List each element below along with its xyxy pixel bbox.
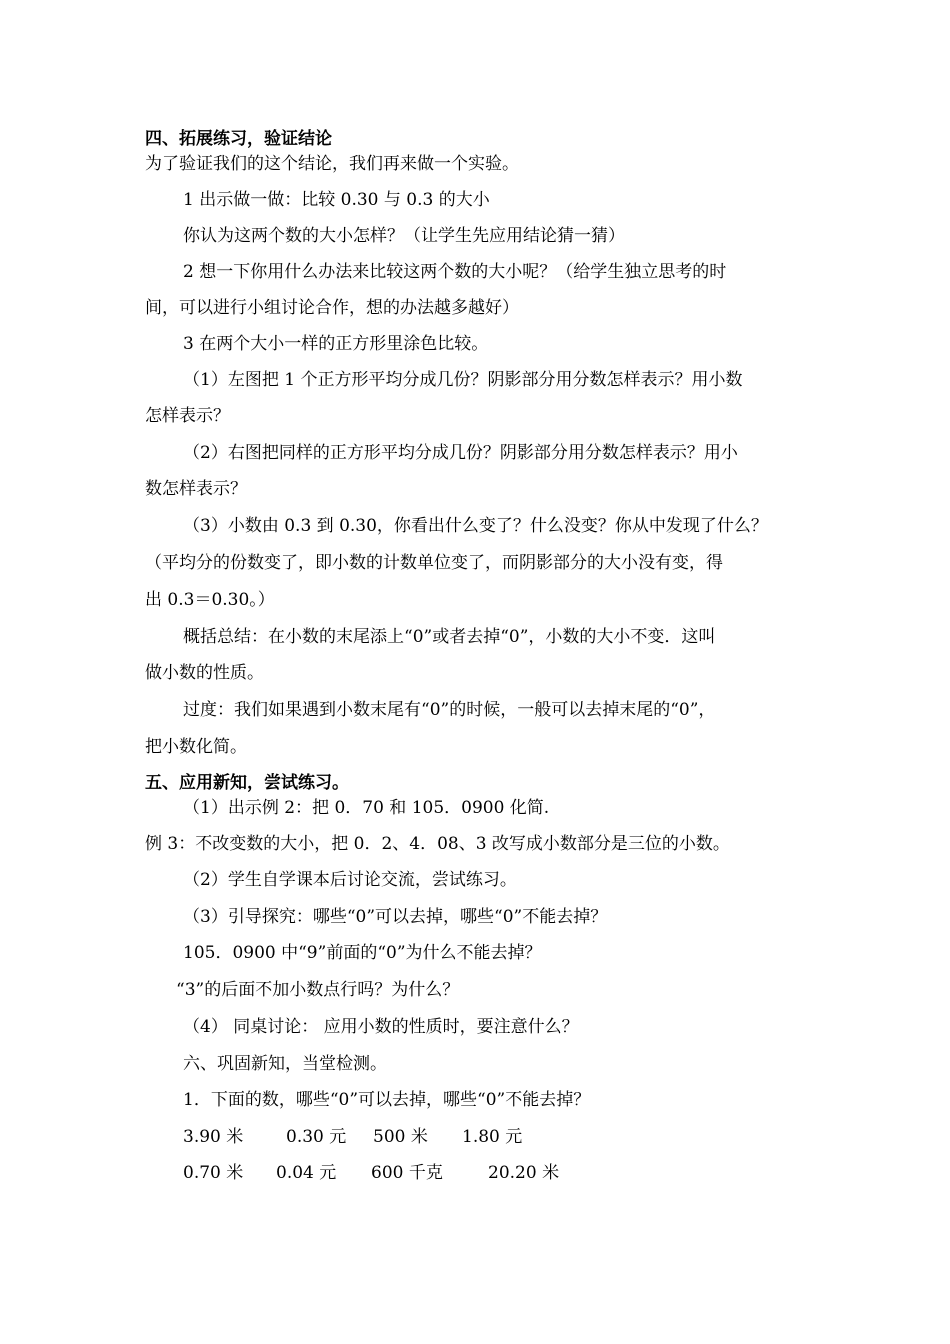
section-4-transition-line-2: 把小数化简。 — [145, 737, 247, 757]
section-5-example-2: （1）出示例 2：把 0．70 和 105．0900 化简. — [183, 798, 550, 818]
section-4-intro: 为了验证我们的这个结论，我们再来做一个实验。 — [145, 154, 519, 174]
section-4-question-2-line-1: （2）右图把同样的正方形平均分成几份？阴影部分用分数怎样表示？用小 — [183, 443, 738, 463]
value-item: 3.90 米 — [183, 1127, 244, 1147]
section-4-question-1-line-2: 怎样表示？ — [145, 406, 230, 426]
section-4-transition-line-1: 过度：我们如果遇到小数末尾有“0”的时候，一般可以去掉末尾的“0”， — [183, 700, 716, 720]
section-4-guess: 你认为这两个数的大小怎样？（让学生先应用结论猜一猜） — [183, 226, 625, 246]
section-4-summary-line-2: 做小数的性质。 — [145, 663, 264, 683]
value-item: 0.30 元 — [286, 1127, 347, 1147]
section-5-point-3: （3）引导探究：哪些“0”可以去掉，哪些“0”不能去掉？ — [183, 907, 608, 927]
section-5-question-b: “3”的后面不加小数点行吗？为什么？ — [176, 980, 460, 1000]
section-5-point-2: （2）学生自学课本后讨论交流，尝试练习。 — [183, 870, 517, 890]
section-4-summary-line-1: 概括总结：在小数的末尾添上“0”或者去掉“0”，小数的大小不变．这叫 — [183, 627, 716, 647]
section-4-item-1: 1 出示做一做：比较 0.30 与 0.3 的大小 — [183, 190, 490, 210]
section-4-question-1-line-1: （1）左图把 1 个正方形平均分成几份？阴影部分用分数怎样表示？用小数 — [183, 370, 743, 390]
values-row-2 — [183, 1162, 863, 1184]
value-item: 500 米 — [373, 1127, 428, 1147]
section-6-question-1: 1．下面的数，哪些“0”可以去掉，哪些“0”不能去掉？ — [183, 1090, 591, 1110]
section-4-heading: 四、拓展练习，验证结论 — [145, 129, 332, 149]
section-5-example-3: 例 3：不改变数的大小，把 0．2、4．08、3 改写成小数部分是三位的小数。 — [145, 834, 730, 854]
section-5-point-4: （4） 同桌讨论： 应用小数的性质时，要注意什么？ — [183, 1017, 579, 1037]
section-5-heading: 五、应用新知，尝试练习。 — [145, 773, 349, 793]
value-item: 600 千克 — [371, 1163, 443, 1183]
value-item: 0.70 米 — [183, 1163, 244, 1183]
section-4-question-2-line-2: 数怎样表示？ — [145, 479, 247, 499]
section-4-question-3-line-1: （3）小数由 0.3 到 0.30，你看出什么变了？什么没变？你从中发现了什么？ — [183, 516, 768, 536]
section-4-item-3: 3 在两个大小一样的正方形里涂色比较。 — [183, 334, 489, 354]
value-item: 0.04 元 — [276, 1163, 337, 1183]
section-4-question-3-line-2: （平均分的份数变了，即小数的计数单位变了，而阴影部分的大小没有变，得 — [145, 553, 723, 573]
section-4-item-2-line-1: 2 想一下你用什么办法来比较这两个数的大小呢？（给学生独立思考的时 — [183, 262, 727, 282]
section-4-question-3-line-3: 出 0.3＝0.30。） — [145, 590, 275, 610]
value-item: 1.80 元 — [462, 1127, 523, 1147]
section-6-heading: 六、巩固新知，当堂检测。 — [183, 1054, 387, 1074]
section-5-question-a: 105．0900 中“9”前面的“0”为什么不能去掉？ — [183, 943, 542, 963]
values-row-1 — [183, 1126, 863, 1148]
section-4-item-2-line-2: 间，可以进行小组讨论合作，想的办法越多越好） — [145, 298, 519, 318]
value-item: 20.20 米 — [488, 1163, 560, 1183]
